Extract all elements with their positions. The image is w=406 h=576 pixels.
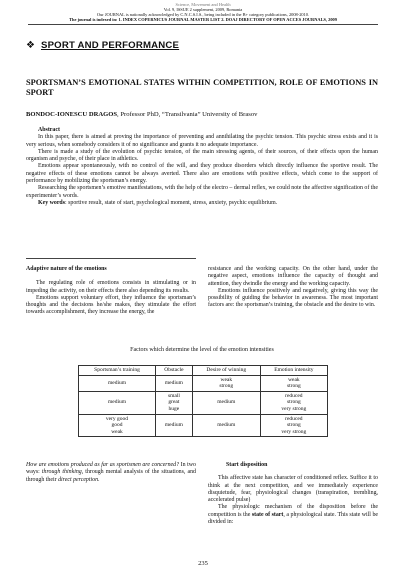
author-name: BONDOC-IONESCU DRAGOS [26, 111, 118, 118]
keywords-list: : sportive result, state of start, psychological moment, stress, anxiety, psychic equilibrium. [65, 199, 278, 206]
table-header-row [79, 366, 328, 376]
text-run: , through mental analysis of the situations, and through their [26, 469, 196, 483]
table-row [79, 375, 328, 391]
table-header-cell: Desire of winning [192, 366, 260, 376]
body-paragraph: Emotions influence positively and negatively, giving this way the possibility of guiding the behavior in awareness. The most important factors are: the sportsman’s training, the obstacle and the desire to win. [208, 287, 378, 309]
text-run: . [98, 476, 100, 483]
header-rule [28, 24, 378, 25]
section-title: SPORT AND PERFORMANCE [40, 40, 180, 51]
state-of-start: state of start [251, 511, 284, 518]
table-cell: weak strong [260, 375, 327, 391]
table-cell: small great huge [155, 391, 192, 414]
article-title: SPORTSMAN’S EMOTIONAL STATES WITHIN COMPETITION, ROLE OF EMOTIONS IN SPORT [26, 78, 378, 98]
abstract-paragraph: Researching the sportsmen’s emotive manifestations, with the help of the electro – dermal reflex, we could note the affective signification of the experimenter’s words. [26, 185, 378, 199]
keywords [26, 200, 378, 207]
abstract-paragraph: There is made a study of the evolution of psychic tension, of the main stressing agents, of their sources, of their effects upon the human organism and psyche, of their place in athletics. [26, 148, 378, 163]
column-heading: Start disposition [226, 462, 268, 468]
page-number: 235 [198, 560, 208, 567]
body-paragraph: resistance and the working capacity. On the other hand, under the negative aspect, emotions influence the capacity of thought and attention, they dwindle the energy and the working capacity. [208, 266, 378, 287]
body-paragraph [208, 504, 378, 526]
table-cell: weak strong [192, 375, 260, 391]
table-cell: medium [192, 414, 260, 437]
table-cell: medium [79, 391, 156, 414]
abstract [26, 127, 378, 207]
table-row [79, 391, 328, 414]
author-affiliation: , Professor PhD, “Transilvania” University of Brasov [117, 111, 258, 118]
body-paragraph: Emotions support voluntary effort, they influence the sportsman’s thoughts and the decisions he/she makes, they stimulate the effort towards accomplishment, they increase the energy, the [26, 294, 196, 316]
abstract-heading: Abstract [38, 127, 60, 133]
bottom-right-text [208, 462, 378, 526]
table-cell: medium [155, 375, 192, 391]
section-heading [26, 40, 179, 51]
body-paragraph: The regulating role of emotions consists in stimulating or in impeding the activity, on their effects there also depending its results. [26, 280, 196, 294]
table-row [79, 414, 328, 437]
journal-volume: Vol. 9, ISSUE 2 supplement, 2009, Romania [163, 7, 243, 12]
journal-name: Science, Movement and Health [175, 2, 231, 7]
author-line [26, 111, 378, 119]
right-column [208, 266, 378, 310]
table-cell: medium [155, 414, 192, 437]
diamond-bullet-icon: ❖ [26, 39, 35, 51]
text-run: The physiologic mechanism of the disposition before the competition is the [208, 504, 378, 518]
left-column [26, 266, 196, 317]
table-cell: reduced strong very strong [260, 391, 327, 414]
body-paragraph: This affective state has character of conditioned reflex. Suffice it to think at the next competition, and we immediately experience disquietude, fear, physiological changes (transpiration, trembling, accelerated pulse) [208, 475, 378, 504]
keywords-label: Key words [38, 199, 65, 206]
abstract-paragraph: Emotions appear spontaneously, with no control of the will, and they produce disorders which directly influence the sportive result. The negative effects of these emotions cannot be always averted. There also are emotions with positive effects, which come to the support of performance by mobilizing the sportsman’s energy. [26, 163, 378, 185]
bottom-left-text [26, 462, 196, 484]
table-header-cell: Emotion intensity [260, 366, 327, 376]
body-paragraph [26, 462, 196, 484]
through-thinking: through thinking [41, 469, 82, 476]
journal-indexing: The journal is indexed in: 1. INDEX COPERNICUS JOURNAL MASTER LIST 2. DOAJ DIRECTORY OF OPEN ACCES JOURNALS, 2009 [69, 17, 337, 22]
table-cell: medium [79, 375, 156, 391]
question-text: How are emotions produced as far as sportsmen are concerned? [26, 462, 180, 468]
table-cell: very good good weak [79, 414, 156, 437]
abstract-paragraph: In this paper, there is aimed at proving the importance of preventing and annihilating the psychic tension. This psychic stress exists and it is very serious, when somebody considers it of no significance and grants it no adequate importance. [26, 134, 378, 148]
text-run: , a physiological state. This state will be divided in: [208, 511, 379, 526]
column-heading: Adaptive nature of the emotions [26, 266, 107, 272]
table-header-cell: Sportsman’s training [79, 366, 156, 376]
table-cell: reduced strong very strong [260, 414, 327, 437]
direct-perception: direct perception [58, 476, 99, 483]
journal-acknowledgement: Our JOURNAL is nationally acknowledged by C.N.C.S.I.S., being included in the B+ category publications, 2008-2010. [96, 12, 310, 17]
emotion-factors-table [78, 365, 328, 437]
column-rule [26, 258, 196, 259]
table-cell: medium [192, 391, 260, 414]
table-caption: Factors which determine the level of the emotion intensities [130, 347, 274, 353]
table-header-cell: Obstacle [155, 366, 192, 376]
text-run: In two ways: [26, 462, 196, 476]
